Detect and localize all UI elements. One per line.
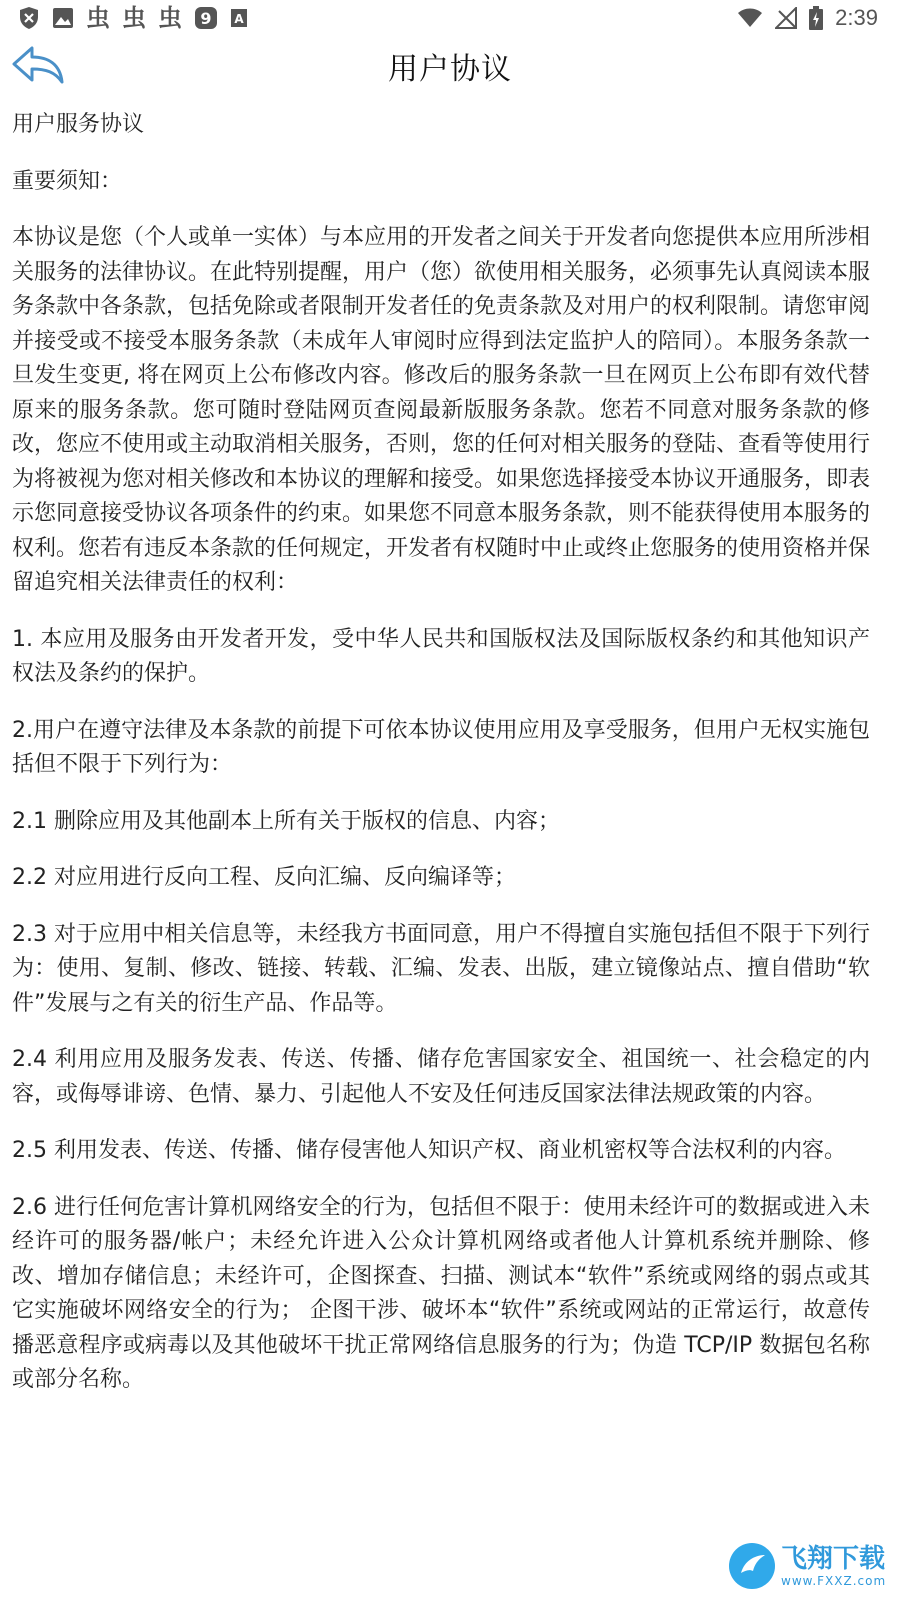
status-bar: [0, 0, 900, 36]
header: [0, 36, 900, 98]
shield-icon: [18, 6, 40, 30]
clause-2-1: 2.1 删除应用及其他副本上所有关于版权的信息、内容；: [12, 808, 560, 834]
bug-icon: 虫: [158, 4, 182, 32]
clock-time: 2:39: [835, 5, 878, 30]
clause-1: 1. 本应用及服务由开发者开发，受中华人民共和国版权法及国际版权条约和其他知识产权法及条约的保护。: [12, 626, 870, 686]
watermark-title: 飞翔下载: [781, 1543, 886, 1574]
notice-heading: 重要须知：: [12, 168, 123, 194]
status-left-icons: [18, 6, 248, 30]
watermark-logo-icon: [729, 1543, 775, 1589]
page-title: 用户协议: [388, 52, 512, 87]
watermark: [729, 1540, 894, 1592]
a-icon: [230, 8, 248, 28]
bug-icon: 虫: [86, 4, 110, 32]
no-signal-icon: [775, 7, 797, 29]
clause-2: 2.用户在遵守法律及本条款的前提下可依本协议使用应用及享受服务，但用户无权实施包括但不限于下列行为：: [12, 717, 870, 777]
image-icon: [52, 7, 74, 29]
clause-2-4: 2.4 利用应用及服务发表、传送、传播、储存危害国家安全、祖国统一、社会稳定的内容，或侮辱诽谤、色情、暴力、引起他人不安及任何违反国家法律法规政策的内容。: [12, 1047, 870, 1107]
clause-2-3: 2.3 对于应用中相关信息等，未经我方书面同意，用户不得擅自实施包括但不限于下列行为：使用、复制、修改、链接、转载、汇编、发表、出版，建立镜像站点、擅自借助“软件”发展与之有关的衍生产品、作品等。: [12, 921, 870, 1016]
bug-icon: 虫: [122, 4, 146, 32]
status-right-icons: [737, 5, 878, 31]
agreement-title: 用户服务协议: [12, 112, 145, 137]
battery-charging-icon: [809, 6, 823, 30]
agreement-content: [12, 108, 870, 1420]
svg-text:9: 9: [200, 9, 212, 28]
clause-2-2: 2.2 对应用进行反向工程、反向汇编、反向编译等；: [12, 865, 516, 890]
svg-text:A: A: [234, 12, 244, 26]
clause-2-5: 2.5 利用发表、传送、传播、储存侵害他人知识产权、商业机密权等合法权利的内容。: [12, 1138, 846, 1163]
agreement-intro: 本协议是您（个人或单一实体）与本应用的开发者之间关于开发者向您提供本应用所涉相关服务的法律协议。在此特别提醒，用户（您）欲使用相关服务，必须事先认真阅读本服务条款中各条款，包括免除或者限制开发者任的免责条款及对用户的权利限制。请您审阅并接受或不接受本服务条款（未成年人审阅时应得到法定监护人的陪同）。本服务条款一旦发生变更, 将在网页上公布修改内容。修改后的服务条款一旦在网页上公布即有效代替原来的服务条款。您可随时登陆网页查阅最新版服务条款。您若不同意对服务条款的修改，您应不使用或主动取消相关服务，否则，您的任何对相关服务的登陆、查看等使用行为将被视为您对相关修改和本协议的理解和接受。如果您选择接受本协议开通服务，即表示您同意接受协议各项条件的约束。如果您不同意本服务条款，则不能获得使用本服务的权利。您若有违反本条款的任何规定，开发者有权随时中止或终止您服务的使用资格并保留追究相关法律责任的权利：: [12, 225, 871, 595]
watermark-url: www.FXXZ.com: [781, 1573, 887, 1588]
nine-icon: [194, 6, 218, 30]
clause-2-6: 2.6 进行任何危害计算机网络安全的行为，包括但不限于：使用未经许可的数据或进入未经许可的服务器/帐户；未经允许进入公众计算机网络或者他人计算机系统并删除、修改、增加存储信息；未经许可，企图探查、扫描、测试本“软件”系统或网络的弱点或其它实施破坏网络安全的行为； 企图干涉、破坏本“软件”系统或网站的正常运行，故意传播恶意程序或病毒以及其他破坏干扰正常网络信息服务的行为；伪造 TCP/IP 数据包名称或部分名称。: [12, 1194, 870, 1392]
wifi-icon: [737, 8, 763, 28]
